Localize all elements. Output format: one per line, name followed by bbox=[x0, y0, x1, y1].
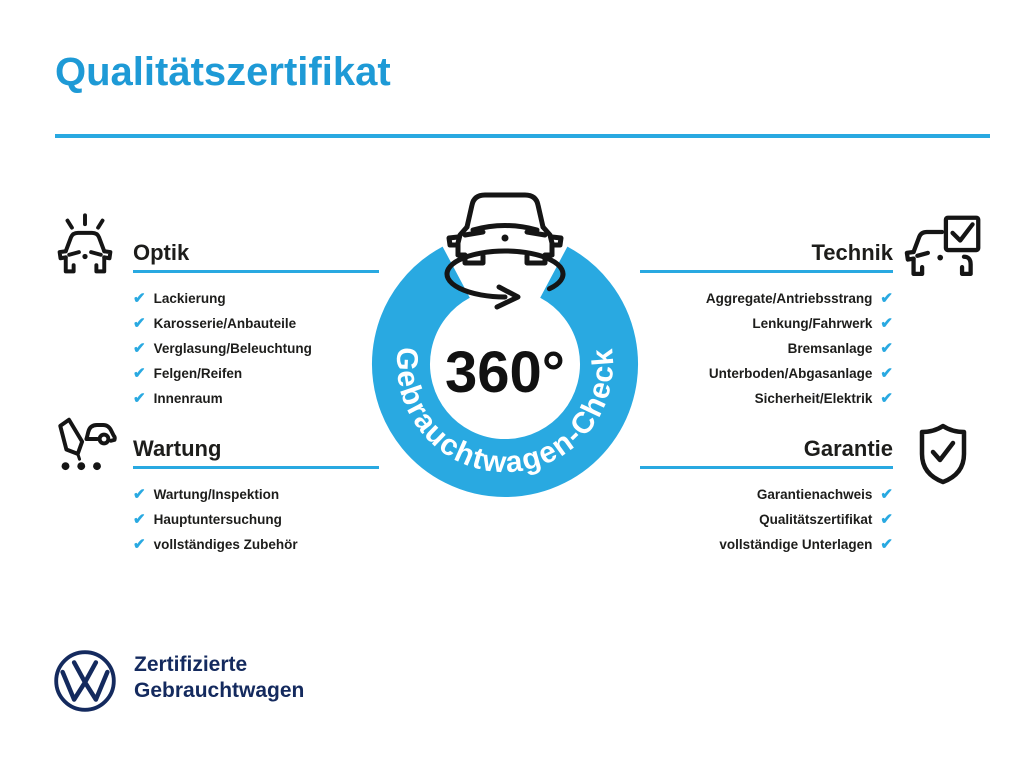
section-title-wartung: Wartung bbox=[133, 436, 222, 461]
list-item-label: Aggregate/Antriebsstrang bbox=[705, 291, 873, 306]
list-item bbox=[133, 361, 379, 386]
vw-logo bbox=[53, 649, 117, 713]
check-icon: ✔ bbox=[133, 340, 146, 357]
section-underline bbox=[640, 466, 893, 469]
footer-claim-line2: Gebrauchtwagen bbox=[134, 679, 305, 702]
checklist-optik bbox=[133, 286, 379, 411]
list-item bbox=[133, 336, 379, 361]
check-icon: ✔ bbox=[880, 511, 893, 528]
check-icon: ✔ bbox=[880, 486, 893, 503]
list-item bbox=[640, 532, 893, 557]
degree-label: 360° bbox=[445, 340, 565, 405]
check-icon: ✔ bbox=[133, 390, 146, 407]
list-item bbox=[640, 311, 893, 336]
section-garantie bbox=[640, 437, 893, 557]
list-item-label: Bremsanlage bbox=[787, 341, 873, 356]
check-icon: ✔ bbox=[880, 365, 893, 382]
list-item-label: Sicherheit/Elektrik bbox=[754, 391, 873, 406]
list-item-label: Karosserie/Anbauteile bbox=[153, 316, 297, 331]
section-technik bbox=[640, 241, 893, 411]
list-item bbox=[640, 361, 893, 386]
car-checkbox-icon bbox=[904, 212, 984, 290]
check-icon: ✔ bbox=[133, 365, 146, 382]
list-item-label: Hauptuntersuchung bbox=[153, 512, 282, 527]
check-icon: ✔ bbox=[880, 340, 893, 357]
list-item bbox=[133, 311, 379, 336]
list-item bbox=[133, 532, 379, 557]
check-icon: ✔ bbox=[880, 315, 893, 332]
section-title-optik: Optik bbox=[133, 240, 190, 265]
checklist-wartung bbox=[133, 482, 379, 557]
check-icon: ✔ bbox=[133, 290, 146, 307]
section-wartung bbox=[133, 437, 379, 557]
list-item-label: Verglasung/Beleuchtung bbox=[153, 341, 312, 356]
list-item bbox=[640, 386, 893, 411]
list-item-label: Felgen/Reifen bbox=[153, 366, 243, 381]
check-icon: ✔ bbox=[880, 536, 893, 553]
list-item bbox=[133, 286, 379, 311]
list-item-label: Wartung/Inspektion bbox=[153, 487, 280, 502]
section-optik bbox=[133, 241, 379, 411]
section-title-technik: Technik bbox=[811, 240, 893, 265]
checklist-garantie bbox=[640, 482, 893, 557]
check-icon: ✔ bbox=[133, 511, 146, 528]
check-icon: ✔ bbox=[133, 315, 146, 332]
list-item bbox=[133, 482, 379, 507]
list-item bbox=[640, 507, 893, 532]
list-item-label: Unterboden/Abgasanlage bbox=[708, 366, 873, 381]
check-icon: ✔ bbox=[133, 536, 146, 553]
list-item-label: Lackierung bbox=[153, 291, 226, 306]
list-item bbox=[133, 507, 379, 532]
360-check-badge bbox=[345, 185, 665, 505]
footer-claim bbox=[134, 652, 304, 704]
list-item-label: Garantienachweis bbox=[756, 487, 873, 502]
footer-claim-line1: Zertifizierte bbox=[134, 653, 248, 676]
list-item bbox=[640, 336, 893, 361]
check-icon: ✔ bbox=[880, 290, 893, 307]
shining-car-icon bbox=[50, 208, 120, 284]
list-item bbox=[640, 286, 893, 311]
check-icon: ✔ bbox=[133, 486, 146, 503]
shield-check-icon bbox=[916, 421, 970, 487]
section-underline bbox=[640, 270, 893, 273]
list-item-label: Qualitätszertifikat bbox=[759, 512, 873, 527]
list-item bbox=[640, 482, 893, 507]
section-underline bbox=[133, 466, 379, 469]
section-underline bbox=[133, 270, 379, 273]
section-title-garantie: Garantie bbox=[803, 436, 893, 461]
list-item-label: Innenraum bbox=[153, 391, 223, 406]
checklist-technik bbox=[640, 286, 893, 411]
list-item-label: vollständige Unterlagen bbox=[719, 537, 873, 552]
title-divider bbox=[55, 134, 990, 138]
ring-label: Gebrauchtwagen-Check bbox=[389, 346, 621, 480]
check-icon: ✔ bbox=[880, 390, 893, 407]
list-item bbox=[133, 386, 379, 411]
pencil-car-checklist-icon bbox=[48, 410, 118, 482]
page-title: Qualitätszertifikat bbox=[55, 50, 391, 94]
list-item-label: vollständiges Zubehör bbox=[153, 537, 298, 552]
list-item-label: Lenkung/Fahrwerk bbox=[752, 316, 873, 331]
